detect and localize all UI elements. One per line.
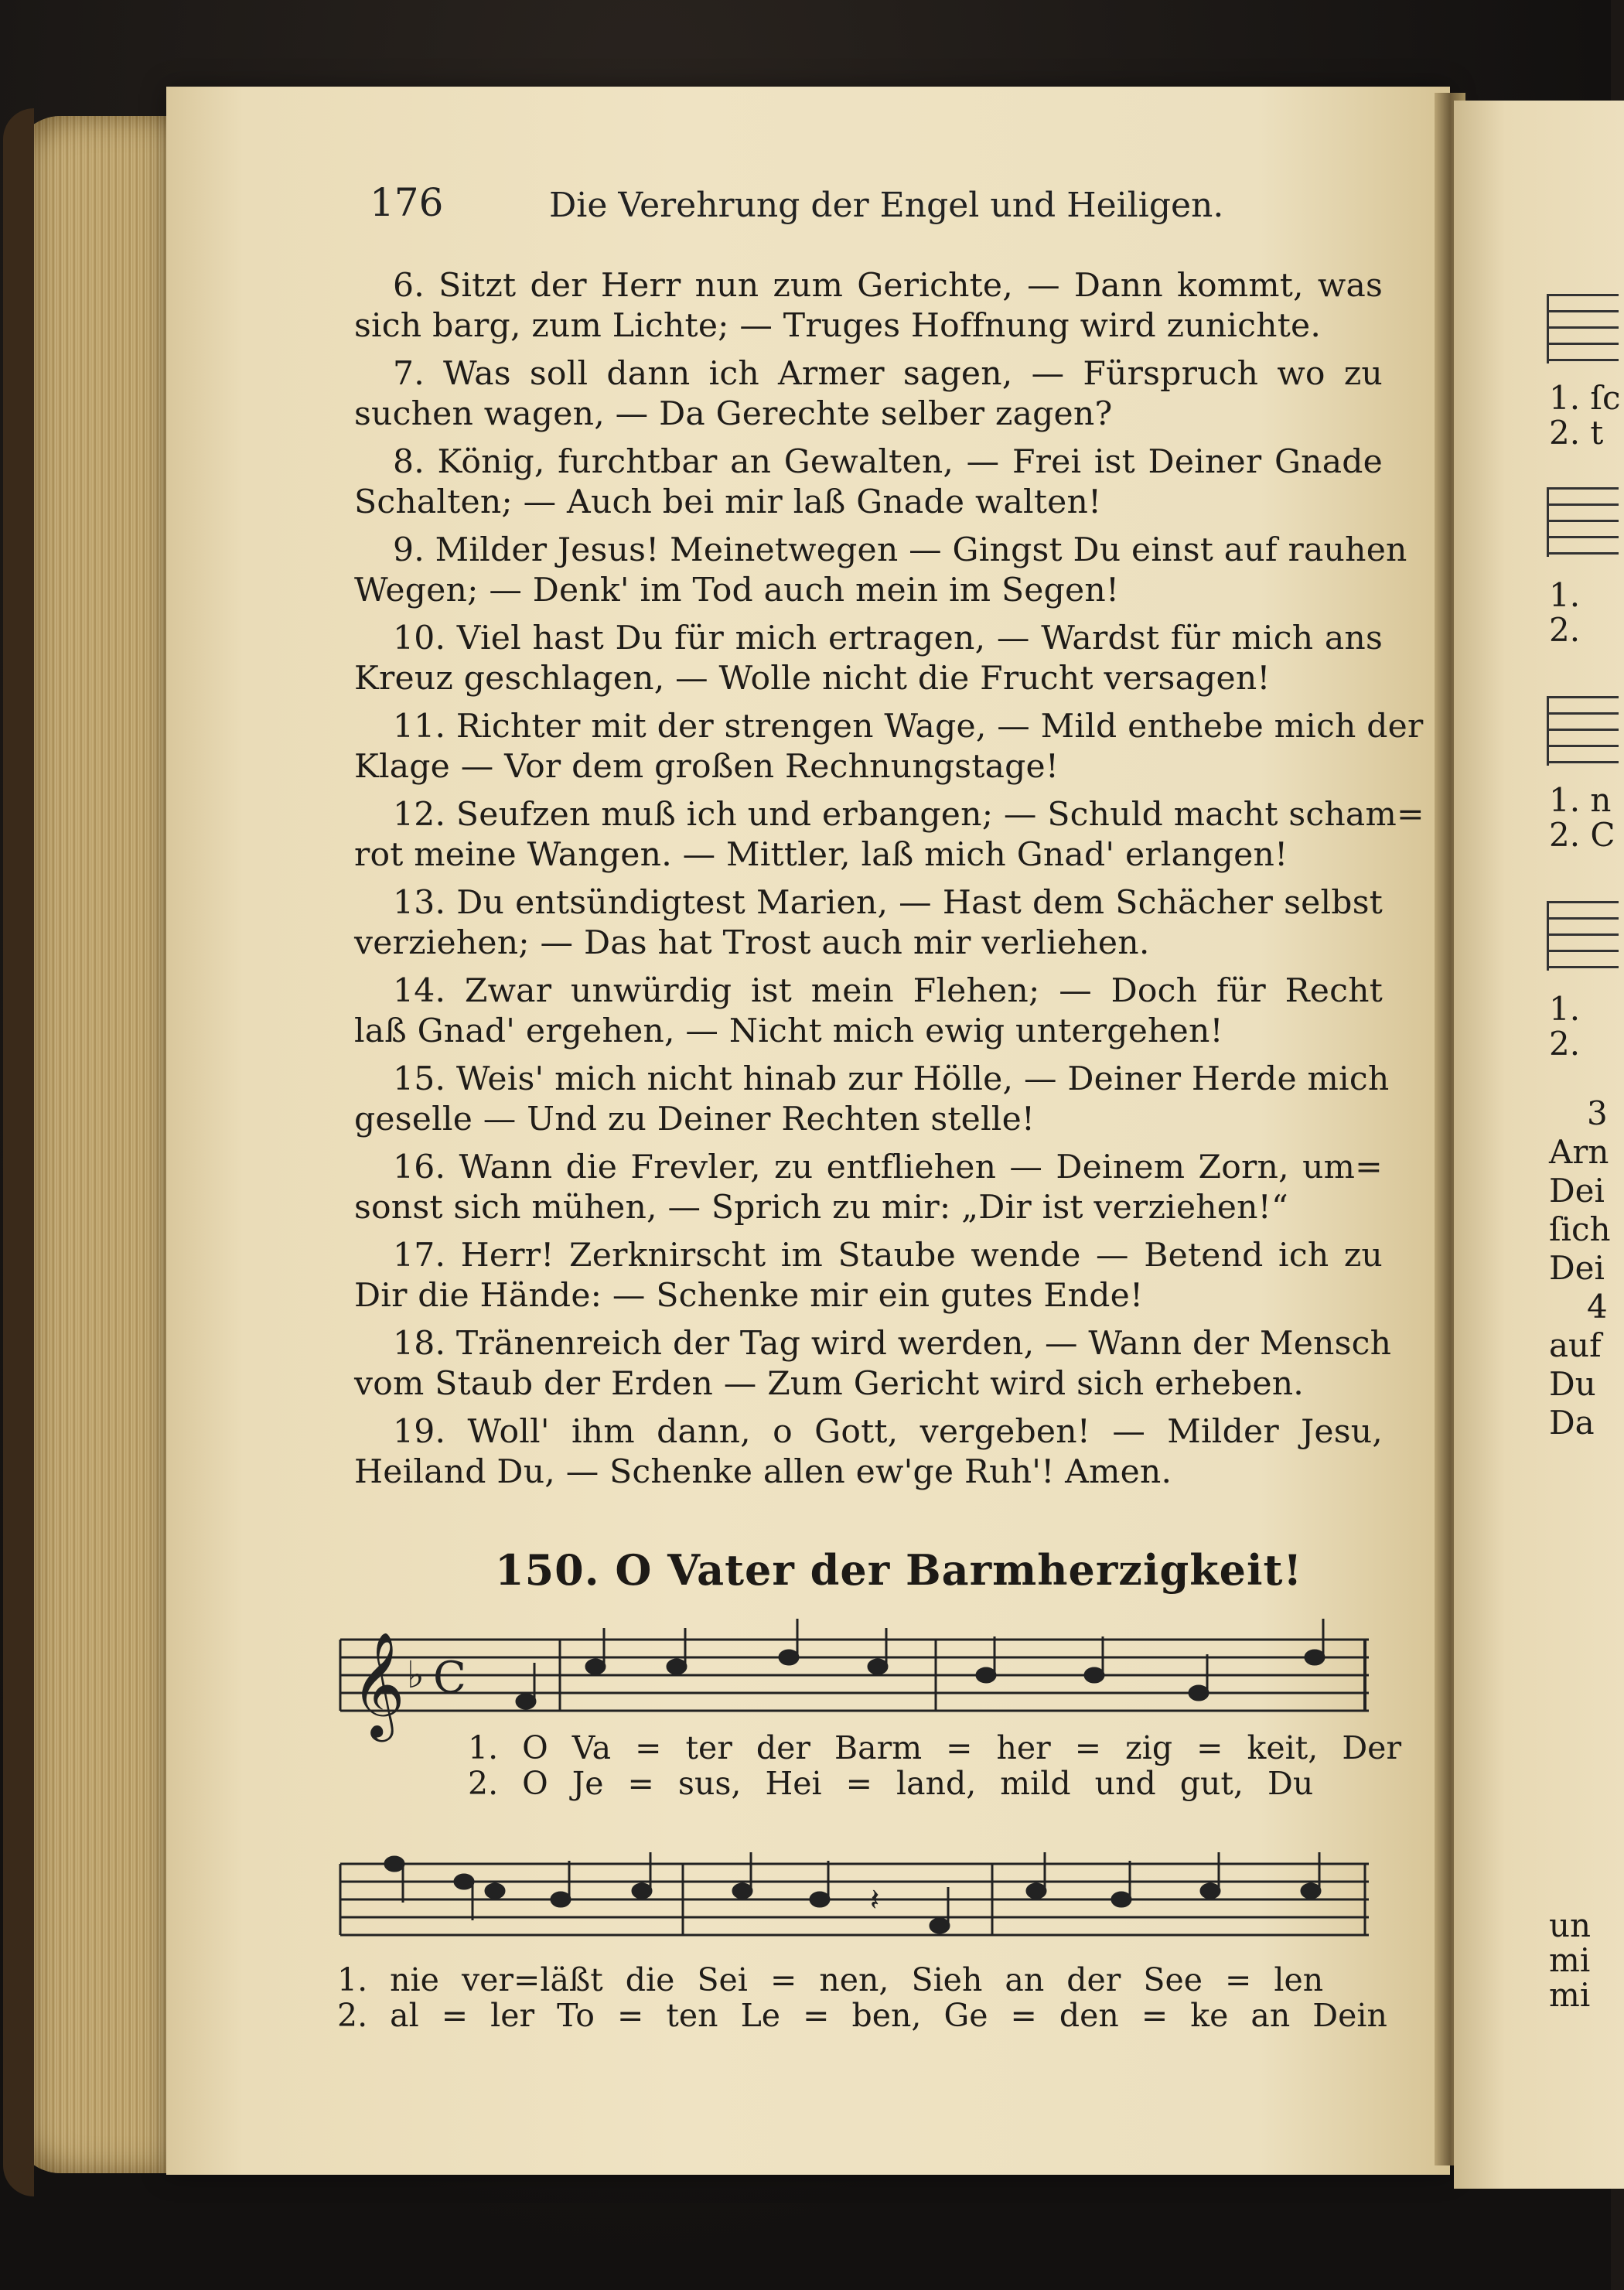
verse-6-line-2: sich barg, zum Lichte; — Truges Hoffnung wird zunichte. xyxy=(354,307,1322,345)
right-page-fragment: 1. xyxy=(1549,576,1581,614)
right-page-fragment: 2. xyxy=(1549,1025,1581,1063)
verse-15-line-2: geselle — Und zu Deiner Rechten stelle! xyxy=(354,1101,1035,1138)
page-number: 176 xyxy=(370,180,444,225)
hymn-lyrics-system1-verse1: 1. O Va = ter der Barm = her = zig = keit, Der xyxy=(468,1729,1402,1766)
right-page-staff xyxy=(1547,901,1619,971)
verse-12-line-2: rot meine Wangen. — Mittler, laß mich Gnad' erlangen! xyxy=(354,836,1288,874)
verse-7-line-2: suchen wagen, — Da Gerechte selber zagen? xyxy=(354,395,1113,433)
right-page-fragment: 2. xyxy=(1549,611,1581,649)
hymn-lyrics-system1-verse2: 2. O Je = sus, Hei = land, mild und gut, Du xyxy=(468,1765,1314,1802)
right-page-fragment: 2. C xyxy=(1549,816,1615,854)
music-staff-1 xyxy=(340,1624,1377,1737)
verse-7-line-1: 7. Was soll dann ich Armer sagen, — Fürspruch wo zu xyxy=(393,355,1383,393)
right-page-fragment: 2. t xyxy=(1549,414,1604,452)
right-page-fragment: Dei xyxy=(1549,1172,1605,1210)
verse-16-line-2: sonst sich mühen, — Sprich zu mir: „Dir ist verziehen!“ xyxy=(354,1189,1288,1227)
running-title: Die Verehrung der Engel und Heiligen. xyxy=(549,186,1224,225)
verse-19-line-2: Heiland Du, — Schenke allen ew'ge Ruh'! Amen. xyxy=(354,1453,1172,1491)
hymn-title: 150. O Vater der Barmherzigkeit! xyxy=(495,1545,1303,1595)
music-staff-2 xyxy=(340,1848,1377,1957)
verse-14-line-1: 14. Zwar unwürdig ist mein Flehen; — Doch für Recht xyxy=(393,972,1383,1010)
right-page-fragment: Dei xyxy=(1549,1249,1605,1287)
svg-text:𝄽: 𝄽 xyxy=(870,1882,880,1918)
treble-clef-icon: 𝄞 xyxy=(351,1630,405,1737)
verse-18-line-1: 18. Tränenreich der Tag wird werden, — Wann der Mensch xyxy=(393,1325,1392,1363)
verse-11-line-1: 11. Richter mit der strengen Wage, — Mild enthebe mich der xyxy=(393,708,1424,746)
right-page-fragment: 4 xyxy=(1587,1288,1608,1326)
verse-10-line-2: Kreuz geschlagen, — Wolle nicht die Frucht versagen! xyxy=(354,660,1271,698)
verse-13-line-1: 13. Du entsündigtest Marien, — Hast dem Schächer selbst xyxy=(393,884,1383,922)
right-page-fragment: auf xyxy=(1549,1326,1602,1364)
hymn-lyrics-system2-verse2: 2. al = ler To = ten Le = ben, Ge = den = ke an Dein xyxy=(337,1997,1387,2034)
verse-19-line-1: 19. Woll' ihm dann, o Gott, vergeben! — Milder Jesu, xyxy=(393,1413,1383,1451)
verse-6-line-1: 6. Sitzt der Herr nun zum Gerichte, — Dann kommt, was xyxy=(393,267,1383,305)
right-page-fragment: mi xyxy=(1549,1976,1591,2014)
right-page-fragment: 1. n xyxy=(1549,781,1612,819)
right-page-fragment: 3 xyxy=(1587,1094,1608,1132)
verse-8-line-2: Schalten; — Auch bei mir laß Gnade walten! xyxy=(354,483,1102,521)
common-time-icon: C xyxy=(433,1653,466,1703)
verse-17-line-1: 17. Herr! Zerknirscht im Staube wende — Betend ich zu xyxy=(393,1237,1383,1275)
right-page-fragment: Arn xyxy=(1549,1133,1609,1171)
right-page-fragment: 1. ſc xyxy=(1549,379,1621,417)
right-page-staff xyxy=(1547,294,1619,363)
verse-17-line-2: Dir die Hände: — Schenke mir ein gutes Ende! xyxy=(354,1277,1144,1315)
verse-11-line-2: Klage — Vor dem großen Rechnungstage! xyxy=(354,748,1059,786)
verse-12-line-1: 12. Seufzen muß ich und erbangen; — Schuld macht scham= xyxy=(393,796,1424,834)
verse-18-line-2: vom Staub der Erden — Zum Gericht wird sich erheben. xyxy=(354,1365,1304,1403)
hymn-lyrics-system2-verse1: 1. nie ver=läßt die Sei = nen, Sieh an der See = len xyxy=(337,1961,1324,1998)
right-page-fragment: ſich xyxy=(1549,1210,1611,1248)
verse-16-line-1: 16. Wann die Frevler, zu entfliehen — Deinem Zorn, um= xyxy=(393,1148,1383,1186)
verse-14-line-2: laß Gnad' ergehen, — Nicht mich ewig untergehen! xyxy=(354,1012,1223,1050)
verse-10-line-1: 10. Viel hast Du für mich ertragen, — Wardst für mich ans xyxy=(393,619,1383,657)
right-page-staff xyxy=(1547,487,1619,557)
verse-9-line-2: Wegen; — Denk' im Tod auch mein im Segen! xyxy=(354,572,1120,609)
page-edges xyxy=(14,116,192,2173)
verse-15-line-1: 15. Weis' mich nicht hinab zur Hölle, — Deiner Herde mich xyxy=(393,1060,1390,1098)
verse-13-line-2: verziehen; — Das hat Trost auch mir verliehen. xyxy=(354,924,1150,962)
notes-staff-1 xyxy=(517,1619,1324,1708)
right-page-fragment: Du xyxy=(1549,1365,1596,1403)
right-page-fragment: un xyxy=(1549,1906,1592,1944)
right-page-fragment: Da xyxy=(1549,1404,1595,1442)
verse-9-line-1: 9. Milder Jesus! Meinetwegen — Gingst Du einst auf rauhen xyxy=(393,531,1407,569)
right-page-fragment: mi xyxy=(1549,1941,1591,1979)
right-page-staff xyxy=(1547,696,1619,766)
right-page-fragment: 1. xyxy=(1549,990,1581,1028)
flat-sign-icon: ♭ xyxy=(407,1654,425,1697)
verse-8-line-1: 8. König, furchtbar an Gewalten, — Frei ist Deiner Gnade xyxy=(393,443,1383,481)
